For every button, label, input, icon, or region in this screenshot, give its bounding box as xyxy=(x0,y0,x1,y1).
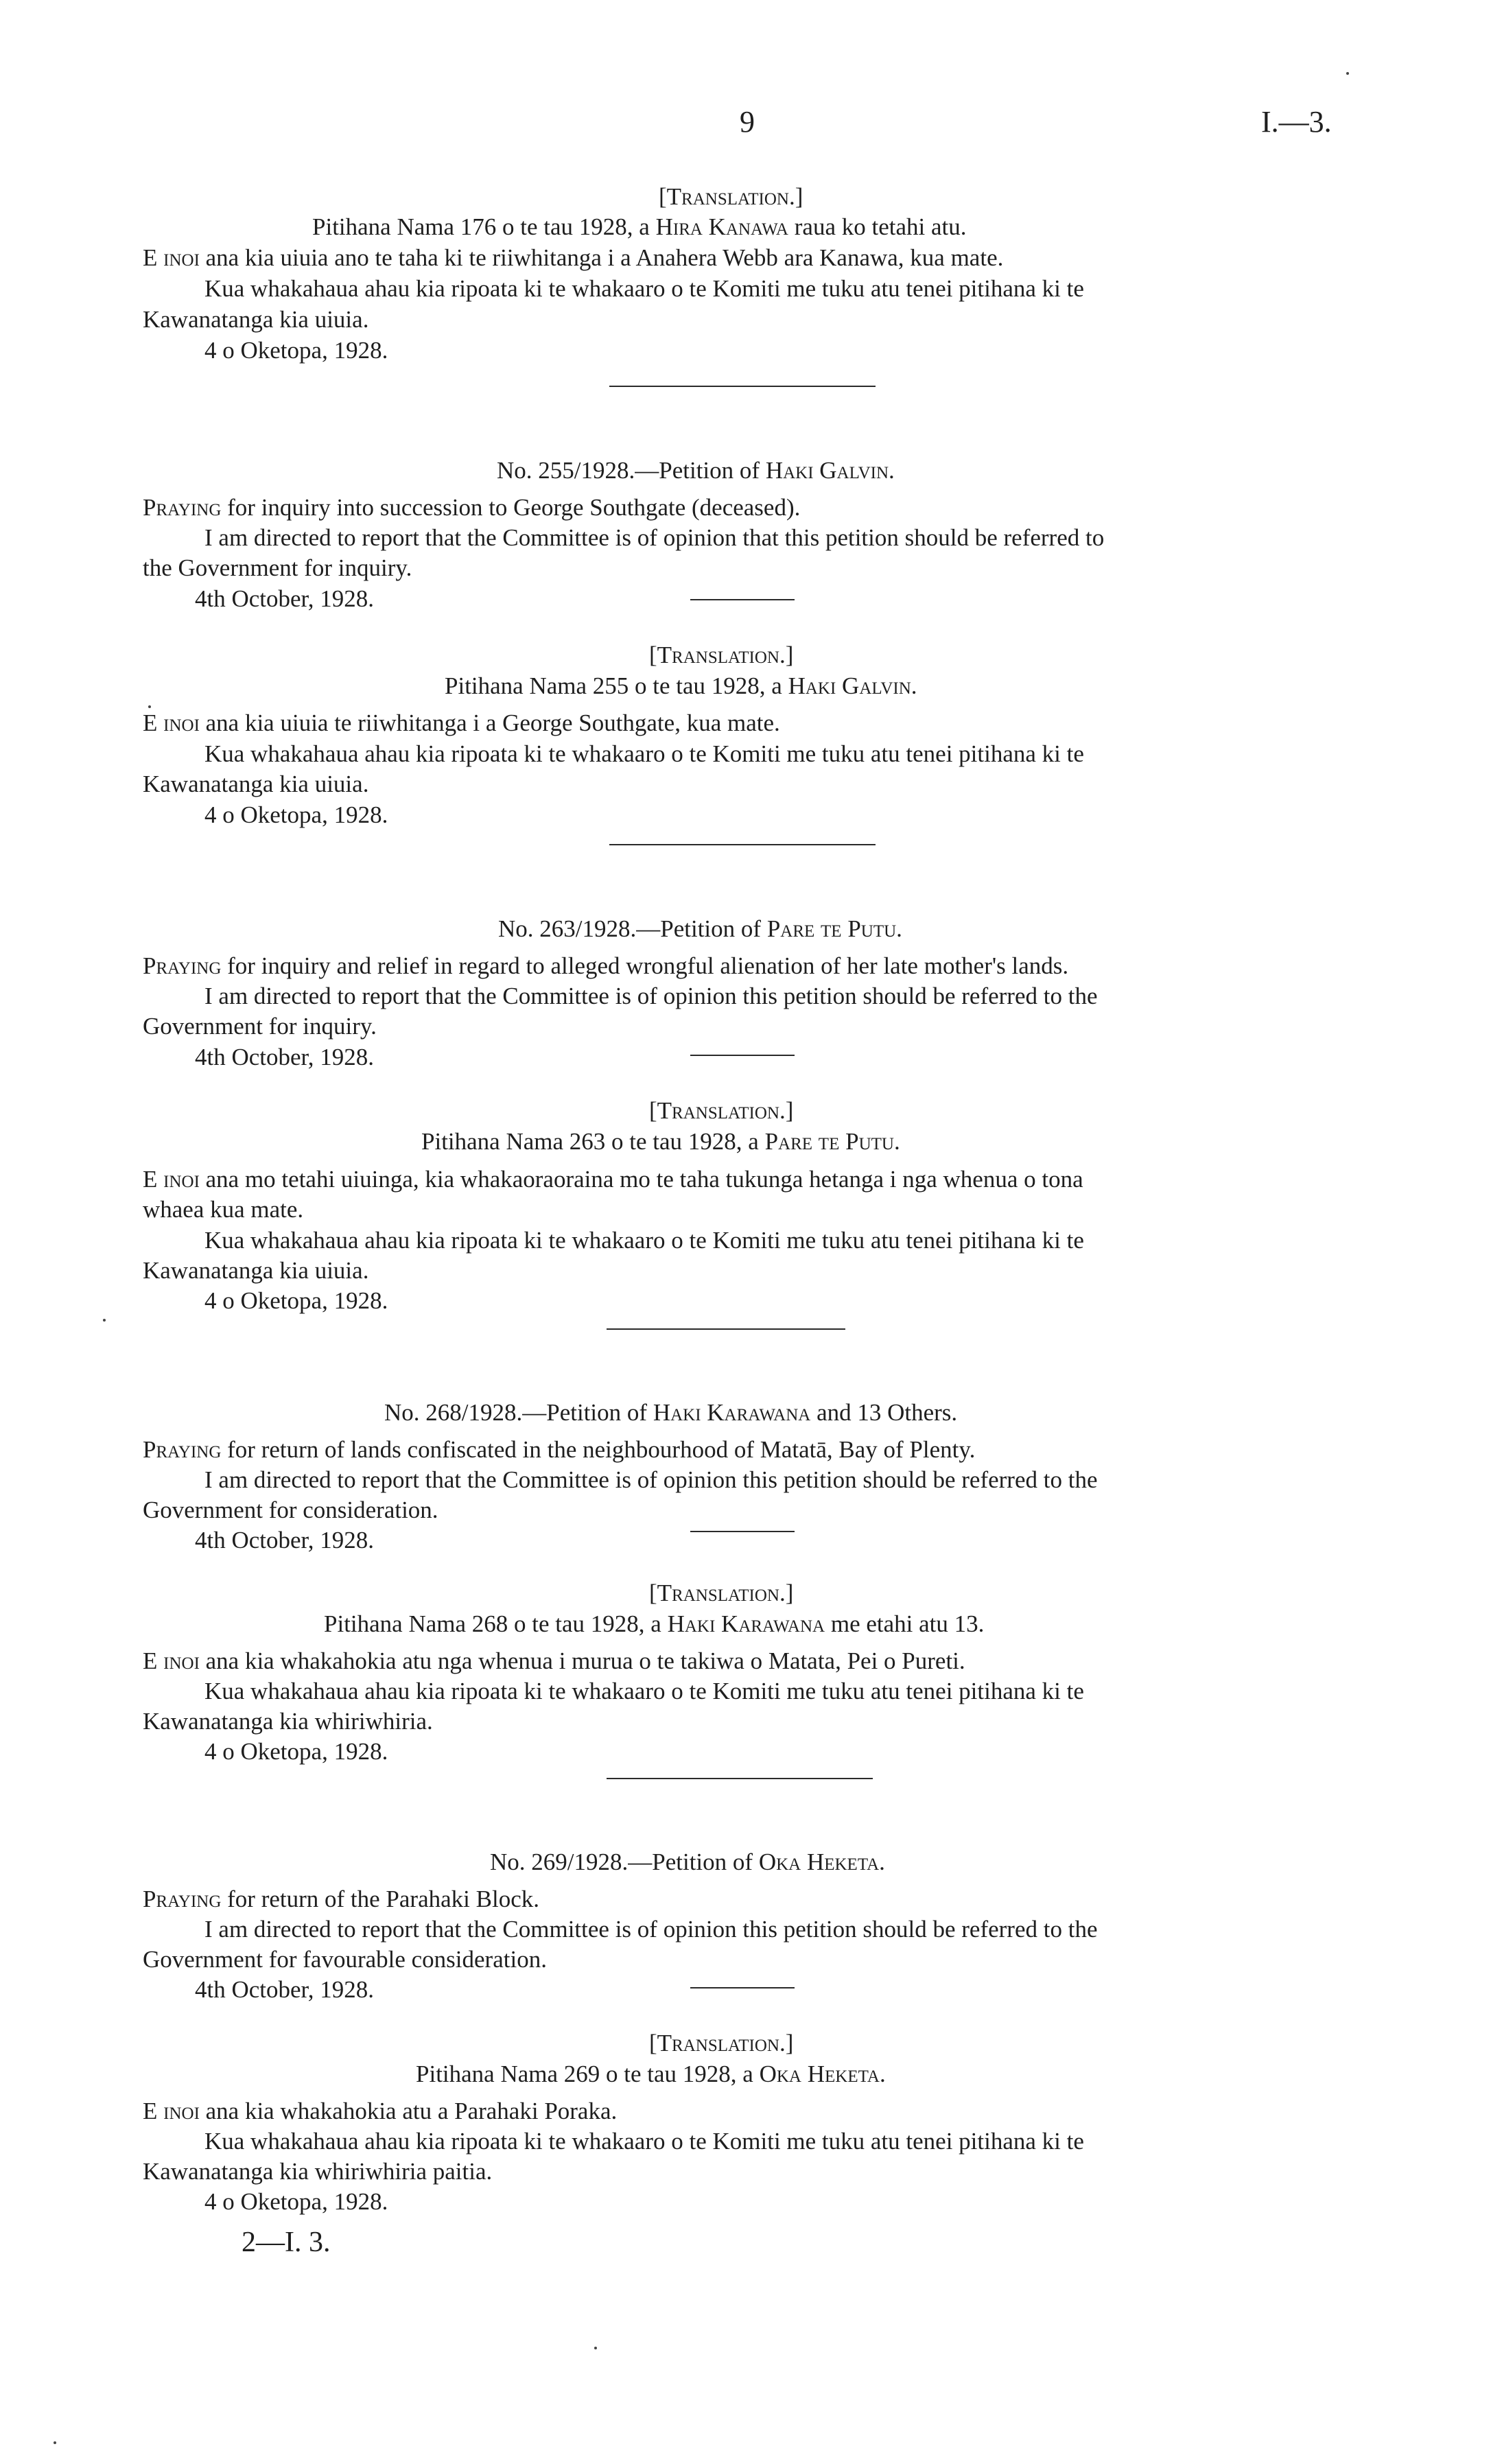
petition-date: 4th October, 1928. xyxy=(195,1044,375,1070)
petition-title xyxy=(384,1398,957,1428)
report-line-continued: Government for consideration. xyxy=(143,1497,438,1523)
report-line-continued: Kawanatanga kia uiuia. xyxy=(143,1257,369,1284)
section-divider xyxy=(607,1328,845,1330)
petition-prayer xyxy=(143,1435,975,1465)
translation-heading: [Translation.] xyxy=(649,642,794,668)
petitioner-name: Haki Galvin xyxy=(765,457,889,484)
prayer-text: ana kia whakahokia atu nga whenua i murua o te takiwa o Matata, Pei o Pureti. xyxy=(199,1647,965,1674)
prayer-text: for inquiry into succession to George Southgate (deceased). xyxy=(221,494,801,521)
report-line: Kua whakahaua ahau kia ripoata ki te whakaaro o te Komiti me tuku atu tenei pitihana ki te xyxy=(204,740,1084,767)
prayer-lead: Praying xyxy=(143,1436,222,1463)
petition-prayer xyxy=(143,951,1068,981)
petition-prayer xyxy=(143,2096,617,2126)
report-line-continued: Kawanatanga kia uiuia. xyxy=(143,306,369,333)
prayer-text: ana kia whakahokia atu a Parahaki Poraka. xyxy=(199,2098,618,2124)
report-line: Kua whakahaua ahau kia ripoata ki te whakaaro o te Komiti me tuku atu tenei pitihana ki te xyxy=(204,275,1084,302)
signature-mark: 2—I. 3. xyxy=(242,2227,331,2258)
title-prefix: No. 263/1928.—Petition of xyxy=(498,915,767,942)
petitioner-name: Pare te Putu xyxy=(766,915,897,942)
speck xyxy=(103,1319,106,1322)
title-prefix: Pitihana Nama 268 o te tau 1928, a xyxy=(324,1610,668,1637)
petition-title xyxy=(445,671,917,701)
report-line-continued: Kawanatanga kia whiriwhiria. xyxy=(143,1708,433,1735)
petition-date: 4th October, 1928. xyxy=(195,585,375,612)
translation-heading: [Translation.] xyxy=(659,183,803,210)
petition-title xyxy=(497,456,895,486)
title-prefix: No. 268/1928.—Petition of xyxy=(384,1399,653,1426)
report-line: Kua whakahaua ahau kia ripoata ki te whakaaro o te Komiti me tuku atu tenei pitihana ki te xyxy=(204,1678,1084,1704)
petition-title xyxy=(490,1847,885,1877)
translation-heading: [Translation.] xyxy=(649,1580,794,1606)
prayer-lead: E inoi xyxy=(143,244,200,271)
report-line-continued: Kawanatanga kia whiriwhiria paitia. xyxy=(143,2158,493,2185)
speck xyxy=(54,2441,56,2444)
petition-title xyxy=(416,2059,886,2089)
petition-prayer xyxy=(143,493,800,523)
report-line: I am directed to report that the Committee is of opinion this petition should be referred to the xyxy=(204,983,1098,1009)
petition-date: 4 o Oketopa, 1928. xyxy=(204,801,388,828)
translation-heading: [Translation.] xyxy=(649,2030,794,2056)
section-divider xyxy=(607,1778,873,1779)
petition-date: 4th October, 1928. xyxy=(195,1976,375,2003)
petition-date: 4 o Oketopa, 1928. xyxy=(204,2188,388,2215)
translation-heading: [Translation.] xyxy=(649,1097,794,1124)
report-line-continued: Government for inquiry. xyxy=(143,1013,377,1040)
title-prefix: Pitihana Nama 263 o te tau 1928, a xyxy=(421,1128,765,1155)
report-line: Kua whakahaua ahau kia ripoata ki te whakaaro o te Komiti me tuku atu tenei pitihana ki te xyxy=(204,2128,1084,2155)
report-line-continued: Kawanatanga kia uiuia. xyxy=(143,771,369,797)
petition-prayer xyxy=(143,1164,1083,1195)
title-prefix: Pitihana Nama 176 o te tau 1928, a xyxy=(312,213,656,240)
title-suffix: . xyxy=(893,1128,900,1155)
petition-date: 4th October, 1928. xyxy=(195,1527,375,1553)
petitioner-name: Oka Heketa xyxy=(759,2061,880,2087)
short-divider xyxy=(690,1531,795,1532)
petitioner-name: Oka Heketa xyxy=(758,1849,880,1875)
title-prefix: Pitihana Nama 255 o te tau 1928, a xyxy=(445,672,788,699)
short-divider xyxy=(690,1987,795,1988)
title-suffix: and 13 Others. xyxy=(810,1399,958,1426)
section-divider xyxy=(609,844,876,845)
petitioner-name: Pare te Putu xyxy=(764,1128,894,1155)
prayer-text: ana mo tetahi uiuinga, kia whakaoraoraina mo te taha tukunga hetanga i nga whenua o tona xyxy=(199,1166,1083,1193)
prayer-lead: E inoi xyxy=(143,2098,200,2124)
section-divider xyxy=(609,386,876,387)
document-code: I.—3. xyxy=(1261,105,1332,139)
prayer-continued: whaea kua mate. xyxy=(143,1196,304,1223)
prayer-lead: E inoi xyxy=(143,1166,200,1193)
petition-title xyxy=(498,914,902,944)
title-prefix: Pitihana Nama 269 o te tau 1928, a xyxy=(416,2061,760,2087)
title-suffix: . xyxy=(879,2061,886,2087)
prayer-lead: E inoi xyxy=(143,709,200,736)
petition-date: 4 o Oketopa, 1928. xyxy=(204,1287,388,1314)
prayer-lead: Praying xyxy=(143,1886,222,1912)
petition-title xyxy=(421,1127,900,1157)
title-suffix: . xyxy=(911,672,917,699)
title-prefix: No. 255/1928.—Petition of xyxy=(497,457,766,484)
title-suffix: me etahi atu 13. xyxy=(825,1610,985,1637)
prayer-lead: E inoi xyxy=(143,1647,200,1674)
petitioner-name: Hira Kanawa xyxy=(655,213,788,240)
title-prefix: No. 269/1928.—Petition of xyxy=(490,1849,759,1875)
petition-title xyxy=(324,1609,984,1639)
title-suffix: . xyxy=(879,1849,885,1875)
report-line: I am directed to report that the Committee is of opinion this petition should be referred to the xyxy=(204,1916,1098,1943)
speck xyxy=(1346,72,1349,75)
petitioner-name: Haki Karawana xyxy=(653,1399,811,1426)
report-line: I am directed to report that the Committee is of opinion this petition should be referred to the xyxy=(204,1466,1098,1493)
petition-date: 4 o Oketopa, 1928. xyxy=(204,1738,388,1765)
petitioner-name: Haki Karawana xyxy=(667,1610,825,1637)
prayer-text: ana kia uiuia te riiwhitanga i a George Southgate, kua mate. xyxy=(199,709,780,736)
prayer-text: for inquiry and relief in regard to alleged wrongful alienation of her late mother's lands. xyxy=(221,952,1069,979)
report-line-continued: the Government for inquiry. xyxy=(143,554,412,581)
report-line-continued: Government for favourable consideration. xyxy=(143,1946,547,1973)
petition-title xyxy=(312,212,966,242)
page-number: 9 xyxy=(740,105,755,139)
prayer-lead: Praying xyxy=(143,952,222,979)
petition-prayer xyxy=(143,708,780,738)
prayer-text: for return of the Parahaki Block. xyxy=(221,1886,539,1912)
prayer-lead: Praying xyxy=(143,494,222,521)
title-suffix: . xyxy=(896,915,902,942)
prayer-text: for return of lands confiscated in the neighbourhood of Matatā, Bay of Plenty. xyxy=(221,1436,976,1463)
petition-prayer xyxy=(143,1884,539,1914)
petition-prayer xyxy=(143,243,1003,273)
speck xyxy=(594,2347,597,2349)
petitioner-name: Haki Galvin xyxy=(788,672,911,699)
short-divider xyxy=(690,1055,795,1056)
petition-date: 4 o Oketopa, 1928. xyxy=(204,337,388,364)
report-line: Kua whakahaua ahau kia ripoata ki te whakaaro o te Komiti me tuku atu tenei pitihana ki te xyxy=(204,1227,1084,1254)
prayer-text: ana kia uiuia ano te taha ki te riiwhitanga i a Anahera Webb ara Kanawa, kua mate. xyxy=(199,244,1004,271)
report-line: I am directed to report that the Committee is of opinion that this petition should be referred to xyxy=(204,524,1105,551)
title-suffix: raua ko tetahi atu. xyxy=(788,213,967,240)
title-suffix: . xyxy=(889,457,895,484)
short-divider xyxy=(690,599,795,600)
petition-prayer xyxy=(143,1646,965,1676)
